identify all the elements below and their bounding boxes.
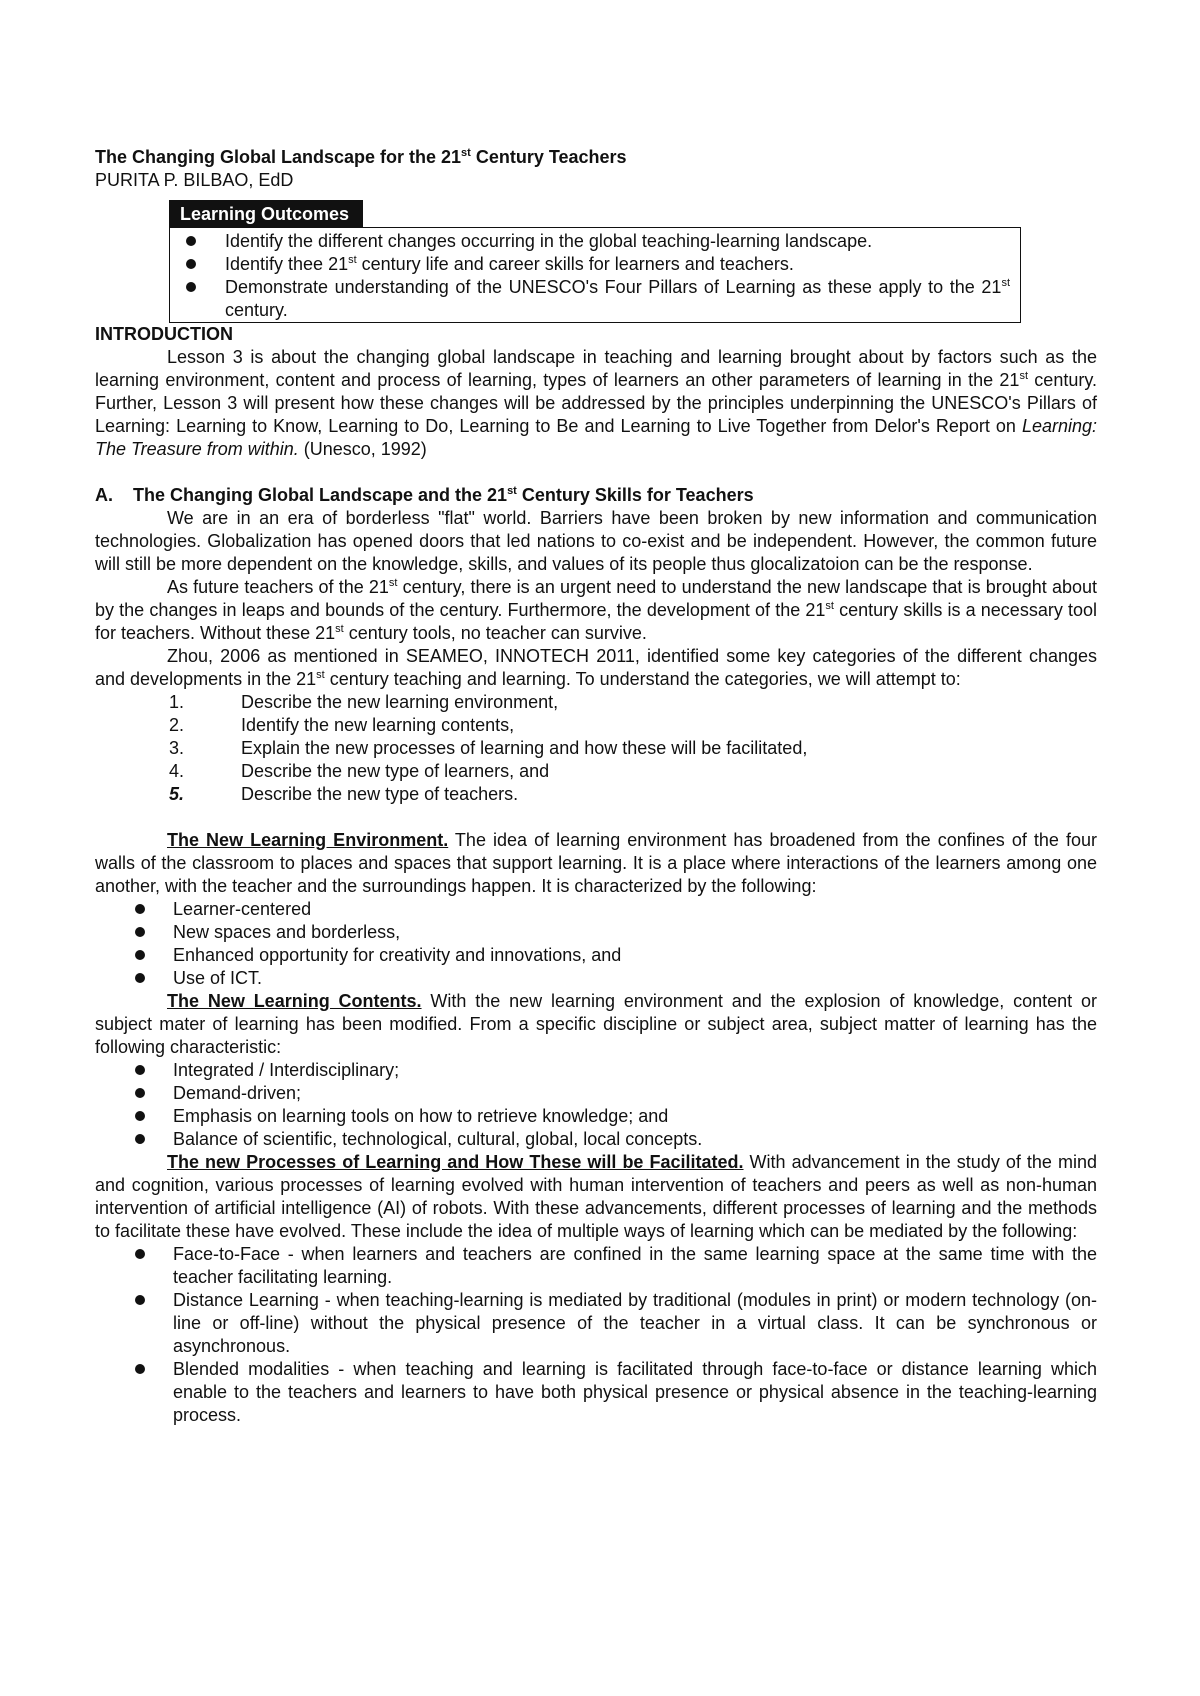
learning-outcomes-box [169, 200, 1021, 323]
title-superscript: st [461, 147, 471, 159]
learning-environment-paragraph: The New Learning Environment. The idea of learning environment has broadened from the confines of the four walls of the classroom to places and spaces that support learning. It is a place where interactions of the learners among one another, with the teacher and the surroundings happen. It is characterized by the following: [95, 830, 1097, 896]
list-item: Balance of scientific, technological, cultural, global, local concepts. [129, 1128, 1097, 1151]
learning-processes-list [95, 1243, 1097, 1427]
title-text-end: Century Teachers [470, 147, 627, 167]
introduction-paragraph: Lesson 3 is about the changing global landscape in teaching and learning brought about by factors such as the learning environment, content and process of learning, types of learners an other parameters of learning in the 21st century. Further, Lesson 3 will present how these changes will be addressed by the principles underpinning the UNESCO's Pillars of Learning: Learning to Know, Learning to Do, Learning to Be and Learning to Live Together from Delor's Report on Learning: The Treasure from within. (Unesco, 1992) [95, 347, 1097, 459]
learning-processes-heading: The new Processes of Learning and How These will be Facilitated. [167, 1152, 744, 1172]
introduction-heading: INTRODUCTION [95, 324, 233, 344]
section-a-paragraph-1: We are in an era of borderless "flat" world. Barriers have been broken by new information and communication technologies. Globalization has opened doors that led nations to co-exist and be independent. However, the common future will still be more dependent on the knowledge, skills, and values of its people thus glocalizatoion can be the response. [95, 508, 1097, 574]
list-item: Learner-centered [129, 898, 1097, 921]
outcome-item: Demonstrate understanding of the UNESCO's Four Pillars of Learning as these apply to the 21st century. [180, 276, 1010, 322]
list-item: Emphasis on learning tools on how to retrieve knowledge; and [129, 1105, 1097, 1128]
list-item: Integrated / Interdisciplinary; [129, 1059, 1097, 1082]
list-item: 4. Describe the new type of learners, and [169, 761, 550, 781]
section-a-heading: A. The Changing Global Landscape and the 21st Century Skills for Teachers [95, 485, 754, 505]
list-item: Distance Learning - when teaching-learning is mediated by traditional (modules in print) or modern technology (on-line or off-line) without the physical presence of the teacher in a virtual class. It can be synchronous or asynchronous. [129, 1289, 1097, 1358]
section-a-paragraph-3: Zhou, 2006 as mentioned in SEAMEO, INNOTECH 2011, identified some key categories of the different changes and developments in the 21st century teaching and learning. To understand the categories, we will attempt to: [95, 646, 1097, 689]
author-line: PURITA P. BILBAO, EdD [95, 170, 294, 190]
list-item: Demand-driven; [129, 1082, 1097, 1105]
learning-outcomes-heading: Learning Outcomes [169, 200, 363, 227]
list-item: 1. Describe the new learning environment, [169, 692, 559, 712]
list-item: Use of ICT. [129, 967, 1097, 990]
learning-contents-heading: The New Learning Contents. [167, 991, 422, 1011]
list-item: Enhanced opportunity for creativity and innovations, and [129, 944, 1097, 967]
list-item: 2. Identify the new learning contents, [169, 715, 515, 735]
list-item: New spaces and borderless, [129, 921, 1097, 944]
list-item: Blended modalities - when teaching and learning is facilitated through face-to-face or distance learning which enable to the teachers and learners to have both physical presence or physical absence in the teaching-learning process. [129, 1358, 1097, 1427]
learning-contents-list [95, 1059, 1097, 1151]
list-item: 5. Describe the new type of teachers. [169, 784, 519, 804]
category-list [95, 691, 1097, 806]
book-title: Learning: The Treasure from within. [95, 416, 1097, 459]
learning-environment-heading: The New Learning Environment. [167, 830, 449, 850]
list-item: 3. Explain the new processes of learning and how these will be facilitated, [169, 738, 808, 758]
learning-processes-paragraph: The new Processes of Learning and How These will be Facilitated. With advancement in the study of the mind and cognition, various processes of learning evolved with human intervention of teachers and peers as well as non-human intervention of artificial intelligence (AI) of robots. With these advancements, different processes of learning and the methods to facilitate these have evolved. These include the idea of multiple ways of learning which can be mediated by the following: [95, 1152, 1097, 1241]
section-a-paragraph-2: As future teachers of the 21st century, there is an urgent need to understand the new landscape that is brought about by the changes in leaps and bounds of the century. Furthermore, the development of the 21st century skills is a necessary tool for teachers. Without these 21st century tools, no teacher can survive. [95, 577, 1097, 643]
outcome-item: Identify thee 21st century life and career skills for learners and teachers. [180, 253, 1010, 276]
learning-environment-list [95, 898, 1097, 990]
document-title [95, 146, 1097, 169]
title-text: The Changing Global Landscape for the 21 [95, 147, 462, 167]
learning-contents-paragraph: The New Learning Contents. With the new learning environment and the explosion of knowledge, content or subject mater of learning has been modified. From a specific discipline or subject area, subject matter of learning has the following characteristic: [95, 991, 1097, 1057]
learning-outcomes-list [169, 227, 1021, 323]
list-item: Face-to-Face - when learners and teachers are confined in the same learning space at the same time with the teacher facilitating learning. [129, 1243, 1097, 1289]
outcome-item: Identify the different changes occurring in the global teaching-learning landscape. [180, 230, 1010, 253]
